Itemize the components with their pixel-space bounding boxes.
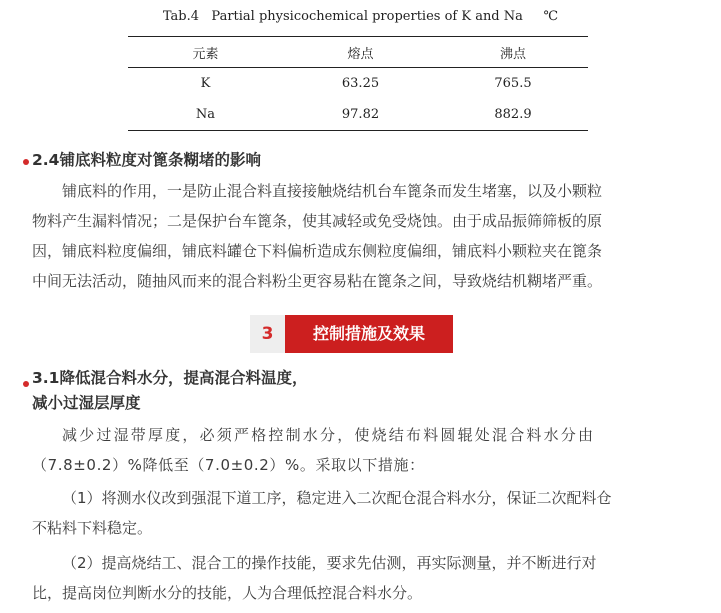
table-cell: 765.5 [494, 76, 532, 91]
paragraph-line: （7.8±0.2）%降低至（7.0±0.2）%。采取以下措施： [32, 456, 425, 474]
heading-bullet-dot [23, 381, 29, 387]
section-3-banner [250, 315, 453, 353]
table-header-melting-point: 熔点 [347, 46, 374, 62]
section-heading-3-1-line1: 3.1降低混合料水分，提高混合料温度， [32, 369, 308, 387]
paragraph-line: （1）将测水仪改到强混下道工序，稳定进入二次配仓混合料水分，保证二次配料仓 [62, 489, 612, 507]
banner-number: 3 [250, 315, 285, 353]
table-cell: 97.82 [341, 107, 380, 122]
paragraph-line: （2）提高烧结工、混合工的操作技能，要求先估测，再实际测量，并不断进行对 [62, 554, 597, 572]
table-cell: 882.9 [494, 107, 532, 122]
paragraph-line: 比，提高岗位判断水分的技能，人为合理低控混合料水分。 [32, 584, 423, 602]
paragraph-line: 不粘料下料稳定。 [32, 519, 153, 537]
banner-title: 控制措施及效果 [285, 315, 453, 353]
paragraph-line: 物料产生漏料情况；二是保护台车篦条，使其减轻或免受烧蚀。由于成品振筛筛板的原 [32, 212, 603, 230]
paragraph-line: 因，铺底料粒度偏细，铺底料罐仓下料偏析造成东侧粒度偏细，铺底料小颗粒夹在篦条 [32, 242, 603, 260]
paragraph-line: 减少过湿带厚度，必须严格控制水分，使烧结布料圆辊处混合料水分由 [62, 426, 596, 444]
section-heading-2-4: 2.4铺底料粒度对篦条糊堵的影响 [32, 151, 261, 169]
table-cell: 63.25 [341, 76, 380, 91]
section-3-1-paragraph [32, 420, 692, 480]
section-heading-3-1-line2: 减小过湿层厚度 [32, 394, 141, 412]
section-2-4-paragraph [32, 176, 692, 296]
table-row [128, 99, 588, 131]
measure-item-2 [32, 548, 692, 608]
table-cell: K [200, 76, 211, 91]
properties-table [128, 36, 588, 131]
table-caption: Tab.4 Partial physicochemical properties of K and Na ℃ [162, 9, 559, 24]
table-header-boiling-point: 沸点 [499, 46, 526, 62]
section-heading-3-1 [32, 366, 307, 416]
heading-bullet-dot [23, 159, 29, 165]
table-header-row [128, 37, 588, 68]
table-cell: Na [195, 107, 216, 122]
paragraph-line: 中间无法活动，随抽风而来的混合料粉尘更容易粘在篦条之间，导致烧结机糊堵严重。 [32, 272, 603, 290]
measure-item-1 [32, 483, 692, 543]
paragraph-line: 铺底料的作用，一是防止混合料直接接触烧结机台车篦条而发生堵塞，以及小颗粒 [62, 182, 603, 200]
table-row [128, 68, 588, 100]
table-header-element: 元素 [192, 46, 219, 62]
